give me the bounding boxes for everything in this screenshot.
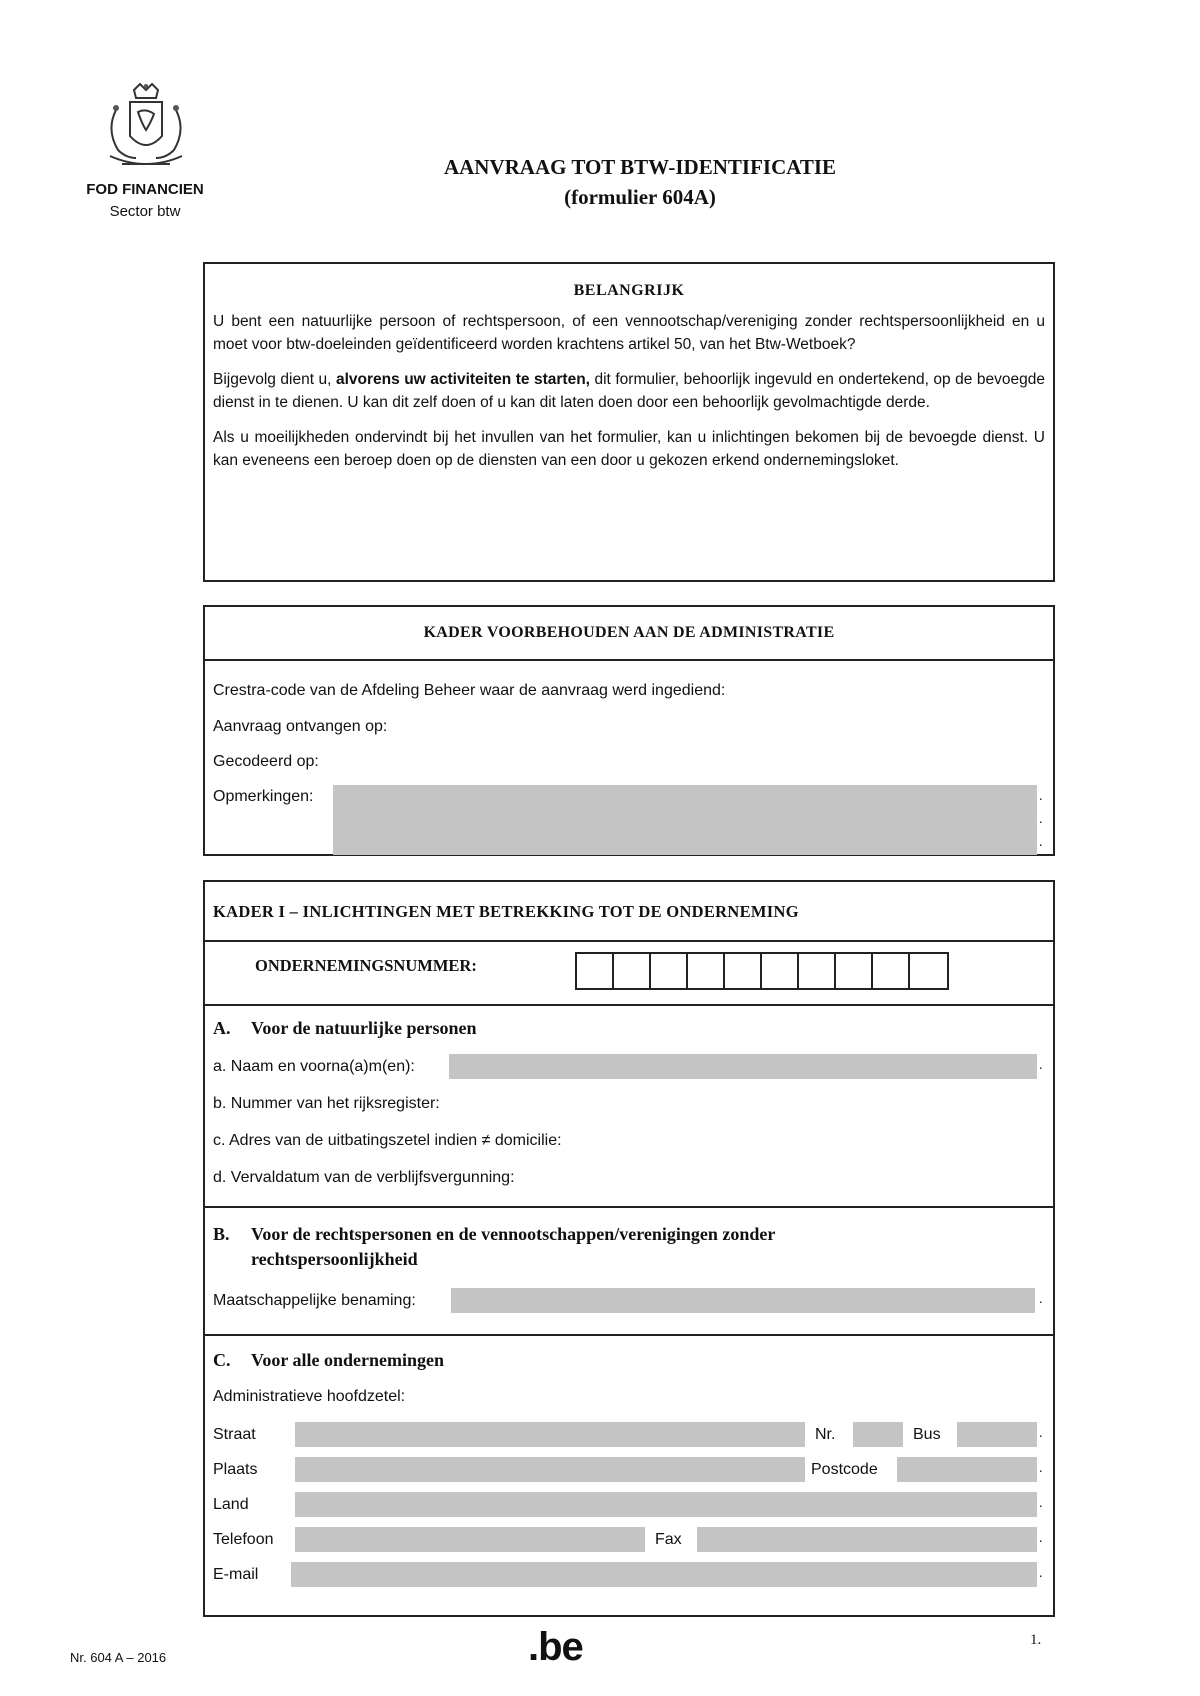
dot-marker: . xyxy=(1039,789,1043,804)
remarks-label: Opmerkingen: xyxy=(213,788,314,805)
fax-label: Fax xyxy=(655,1531,682,1548)
notice-paragraph-3: Als u moeilijkheden ondervindt bij het invullen van het formulier, kan u inlichtingen bekomen bij de bevoegde dienst. U kan eveneens een beroep doen op de diensten van een door u gekozen erkend ondernemingsloket. xyxy=(213,429,1045,469)
operating-address-label: c. Adres van de uitbatingszetel indien ≠ domicilie: xyxy=(213,1132,562,1149)
digit-box[interactable] xyxy=(762,954,799,988)
section-i-heading: KADER I – INLICHTINGEN MET BETREKKING TOT DE ONDERNEMING xyxy=(213,902,799,921)
dot-marker: . xyxy=(1039,1496,1043,1511)
street-field[interactable] xyxy=(295,1422,805,1447)
postcode-label: Postcode xyxy=(811,1461,878,1478)
form-number: Nr. 604 A – 2016 xyxy=(70,1650,167,1665)
sector-name: Sector btw xyxy=(109,203,181,220)
digit-box[interactable] xyxy=(651,954,688,988)
section-a-number: A. xyxy=(213,1018,231,1038)
received-on-label: Aanvraag ontvangen op: xyxy=(213,718,388,735)
national-register-label: b. Nummer van het rijksregister: xyxy=(213,1095,440,1112)
digit-box[interactable] xyxy=(725,954,762,988)
section-a-label: Voor de natuurlijke personen xyxy=(251,1018,477,1038)
dot-marker: . xyxy=(1039,812,1043,827)
house-number-field[interactable] xyxy=(853,1422,903,1447)
digit-box[interactable] xyxy=(614,954,651,988)
crestra-code-label: Crestra-code van de Afdeling Beheer waar de aanvraag werd ingediend: xyxy=(213,682,726,699)
country-field[interactable] xyxy=(295,1492,1037,1517)
notice-p2-start: Bijgevolg dient u, xyxy=(213,371,336,388)
be-brand-logo: .be xyxy=(528,1625,583,1669)
street-label: Straat xyxy=(213,1426,256,1443)
important-heading: BELANGRIJK xyxy=(573,282,685,299)
box-label: Bus xyxy=(913,1426,941,1443)
page-number: 1. xyxy=(1030,1632,1042,1648)
digit-box[interactable] xyxy=(910,954,947,988)
company-name-field[interactable] xyxy=(451,1288,1035,1313)
postcode-field[interactable] xyxy=(897,1457,1037,1482)
section-b-number: B. xyxy=(213,1224,230,1244)
digit-box[interactable] xyxy=(836,954,873,988)
organization-name: FOD FINANCIEN xyxy=(86,181,204,198)
coded-on-label: Gecodeerd op: xyxy=(213,753,319,770)
notice-p2-bold: alvorens uw activiteiten te starten, xyxy=(335,371,590,388)
head-office-label: Administratieve hoofdzetel: xyxy=(213,1388,406,1405)
administration-box xyxy=(203,605,1055,856)
city-field[interactable] xyxy=(295,1457,805,1482)
dot-marker: . xyxy=(1039,1531,1043,1546)
important-notice-box xyxy=(203,262,1055,582)
country-label: Land xyxy=(213,1496,249,1513)
notice-p2-end: dit formulier, behoorlijk ingevuld en ondertekend, op de bevoegde dienst in te dienen. U kan dit zelf doen of u kan dit laten doen door een behoorlijk gevolmachtigde derde. xyxy=(213,371,1045,411)
name-field[interactable] xyxy=(449,1054,1037,1079)
section-c-number: C. xyxy=(213,1350,231,1370)
digit-box[interactable] xyxy=(577,954,614,988)
section-a-title xyxy=(213,1018,477,1039)
phone-label: Telefoon xyxy=(213,1531,274,1548)
divider xyxy=(205,1334,1053,1336)
title-line-2: (formulier 604A) xyxy=(564,185,716,209)
belgian-coat-of-arms-icon xyxy=(96,80,196,180)
phone-field[interactable] xyxy=(295,1527,645,1552)
digit-box[interactable] xyxy=(799,954,836,988)
residence-permit-expiry-label: d. Vervaldatum van de verblijfsvergunning: xyxy=(213,1169,515,1186)
notice-paragraph-1: U bent een natuurlijke persoon of rechtspersoon, of een vennootschap/vereniging zonder rechtspersoonlijkheid en u moet voor btw-doeleinden geïdentificeerd worden krachtens artikel 50, van het Btw-Wetboek? xyxy=(213,313,1045,353)
section-c-label: Voor alle ondernemingen xyxy=(251,1350,445,1370)
fax-field[interactable] xyxy=(697,1527,1037,1552)
company-number-label: ONDERNEMINGSNUMMER: xyxy=(255,956,477,975)
email-label: E-mail xyxy=(213,1566,259,1583)
section-b-label-line-2: rechtspersoonlijkheid xyxy=(251,1249,418,1269)
title-line-1: AANVRAAG TOT BTW-IDENTIFICATIE xyxy=(443,155,837,179)
digit-box[interactable] xyxy=(873,954,910,988)
section-b-label-line-1: Voor de rechtspersonen en de vennootschappen/verenigingen zonder xyxy=(251,1224,776,1244)
dot-marker: . xyxy=(1039,1058,1043,1073)
administration-heading: KADER VOORBEHOUDEN AAN DE ADMINISTRATIE xyxy=(205,607,1053,661)
notice-paragraph-2 xyxy=(213,368,1045,414)
section-i-box xyxy=(203,880,1055,1617)
house-number-label: Nr. xyxy=(815,1426,836,1443)
city-label: Plaats xyxy=(213,1461,258,1478)
box-field[interactable] xyxy=(957,1422,1037,1447)
dot-marker: . xyxy=(1039,1426,1043,1441)
divider xyxy=(205,1206,1053,1208)
dot-marker: . xyxy=(1039,1461,1043,1476)
dot-marker: . xyxy=(1039,835,1043,850)
digit-box[interactable] xyxy=(688,954,725,988)
company-number-input[interactable] xyxy=(575,952,949,990)
company-name-label: Maatschappelijke benaming: xyxy=(213,1292,416,1309)
dot-marker: . xyxy=(1039,1566,1043,1581)
section-b-title xyxy=(213,1222,775,1272)
name-label: a. Naam en voorna(a)m(en): xyxy=(213,1058,415,1075)
divider xyxy=(205,1004,1053,1006)
divider xyxy=(205,940,1053,942)
section-c-title xyxy=(213,1350,444,1371)
page-title xyxy=(300,152,980,212)
dot-marker: . xyxy=(1039,1292,1043,1307)
email-field[interactable] xyxy=(291,1562,1037,1587)
remarks-field[interactable] xyxy=(333,785,1037,855)
